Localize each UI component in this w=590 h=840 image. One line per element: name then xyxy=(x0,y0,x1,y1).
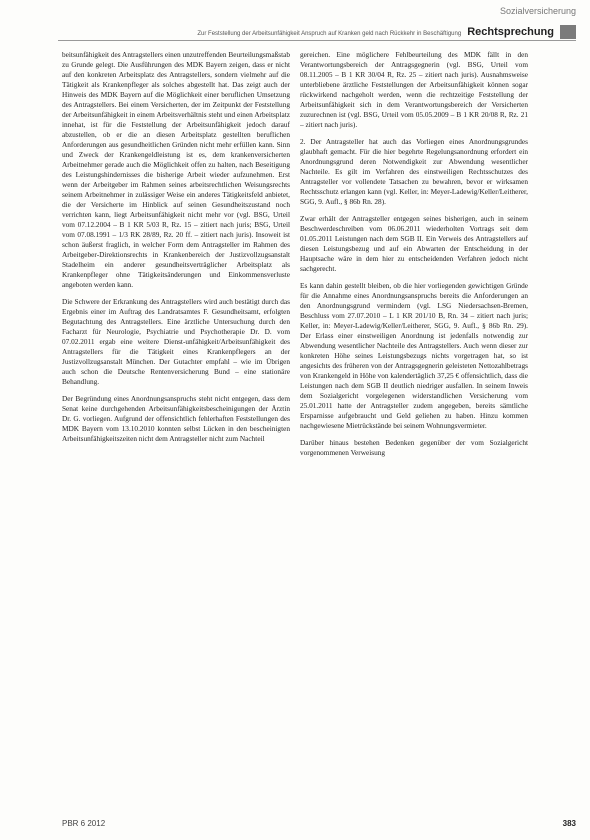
paragraph: 2. Der Antragsteller hat auch das Vorliegen eines Anordnungsgrundes glaubhaft gemacht. Für die hier begehrte Regelungsanordnung erfordert ein Anordnungsgrund deren Notwendigkeit zur Abwendung wesentlicher Nachteile. Es gilt im Verfahren des einstweiligen Rechtsschutzes des Antragsteller vor vollendete Tatsachen zu bewahren, bevor er wirksamen Rechtsschutz erlangen kann (vgl. Keller, in: Meyer-Ladewig/Keller/Leitherer, SGG, 9. Aufl., § 86b Rn. 28). xyxy=(300,137,528,206)
paragraph: Zwar erhält der Antragsteller entgegen seines bisherigen, auch in seinem Beschwerdeschreiben vom 06.06.2011 wiederholten Vortrags seit dem 01.05.2011 Leistungen nach dem SGB II. Ein Verweis des Antragstellers auf diesen Leistungsbezug und auf ein Abwarten der Entscheidung in der Hauptsache wäre in dem hier zu entscheidenden Verfahren jedoch nicht sachgerecht. xyxy=(300,214,528,273)
journal-issue: PBR 6 2012 xyxy=(62,819,106,828)
section-tab-marker xyxy=(560,25,576,39)
paragraph: beitsunfähigkeit des Antragstellers einen unzutreffenden Beurteilungsmaßstab zu Grunde gelegt. Die Ausführungen des MDK Bayern zeigen, dass er nicht auf den konkreten Arbeitsplatz des Antragstellers, sondern vielmehr auf die Tätigkeit als Krankenpfleger als solches abgestellt hat. Das zeigt auch der Hinweis des MDK Bayern auf die Möglichkeit einer beruflichen Umsetzung des Antragstellers. Bei einem Versicherten, der im Zeitpunkt der Feststellung der Arbeitsunfähigkeit in einem Arbeitsverhältnis steht und einen Arbeitsplatz innehat, ist für die Feststellung der Arbeitsunfähigkeit jedoch darauf abzustellen, ob er die an diesen Arbeitsplatz gestellten beruflichen Anforderungen aus gesundheitlichen Gründen nicht mehr erfüllen kann. Sinn und Zweck der Krankengeldleistung ist es, dem krankenversicherten Arbeitnehmer gerade auch die Möglichkeit offen zu halten, nach Beseitigung des Leistungshindernisses die bisherige Arbeit wieder aufzunehmen. Erst wenn der Arbeitgeber im Rahmen seines arbeitsrechtlichen Weisungsrechts seinem Arbeitnehmer in zulässiger Weise ein anderes Tätigkeitsfeld anbietet, die der Versicherte im Hinblick auf seinen Gesundheitszustand noch verrichten kann, liegt Arbeitsunfähigkeit nicht mehr vor (vgl. BSG, Urteil vom 07.12.2004 – B 1 KR 5/03 R, Rz. 15 – zitiert nach juris; BSG, Urteil vom 07.08.1991 – 1/3 RK 28/89, Rz. 20 ff. – zitiert nach juris). Insoweit ist schon äußerst fraglich, in welcher Form dem Antragsteller im Rahmen des Arbeitgeber-Direktionsrechts in Krankenbereich der Justizvollzugsanstalt Stadelheim ein anderer gesundheitsverträglicher Arbeitsplatz als Krankenpfleger ohne Tätigkeitsänderungen und Einkommensverluste angeboten werden kann. xyxy=(62,50,290,289)
page-number: 383 xyxy=(562,819,576,828)
left-column xyxy=(62,50,290,805)
page-footer xyxy=(62,819,576,828)
right-column xyxy=(300,50,528,805)
paragraph: Der Begründung eines Anordnungsanspruchs steht nicht entgegen, dass dem Senat keine durchgehenden Arbeitsunfähigkeitsbescheinigungen der Ärztin Dr. G. vorliegen. Aufgrund der offensichtlich fehlerhaften Feststellungen des MDK Bayern vom 13.10.2010 konnten selbst Lücken in den bescheinigten Arbeitsunfähigkeitszeiten nicht dem Antragsteller nicht zum Nachteil xyxy=(62,394,290,443)
running-header xyxy=(58,22,576,41)
paragraph: Die Schwere der Erkrankung des Antragstellers wird auch bestätigt durch das Ergebnis einer im Auftrag des Landratsamtes F. Gesundheitsamt, erfolgten Begutachtung des Antragstellers. Eine ärztliche Untersuchung durch den Facharzt für Neurologie, Psychiatrie und Psychotherapie Dr. D. vom 07.02.2011 ergab eine weitere Dienst-unfähigkeit/Arbeitsunfähigkeit des Antragstellers für die Tätigkeit eines Krankenpflegers an der Justizvollzugsanstalt München. Der Gutachter empfahl – wie im Übrigen auch schon die Deutsche Rentenversicherung Bund – eine stationäre Behandlung. xyxy=(62,297,290,386)
header-section-title: Rechtsprechung xyxy=(467,26,554,38)
paragraph: gereichen. Eine möglichere Fehlbeurteilung des MDK fällt in den Verantwortungsbereich der Antragsgegnerin (vgl. BSG, Urteil vom 08.11.2005 – B 1 KR 30/04 R, Rz. 25 – zitiert nach juris). Ausnahmsweise unterbliebene ärztliche Feststellungen der Arbeitsunfähigkeit können sogar rückwirkend nachgeholt werden, wenn die rechtzeitige Feststellung der Arbeitsunfähigkeit sich in dem Verantwortungsbereich der Versicherten zuzurechnen ist (vgl. BSG, Urteil vom 05.05.2009 – B 1 KR 20/08 R, Rz. 21 – zitiert nach juris). xyxy=(300,50,528,129)
paragraph: Darüber hinaus bestehen Bedenken gegenüber der vom Sozialgericht vorgenommenen Verweisung xyxy=(300,438,528,457)
header-subtitle: Zur Feststellung der Arbeitsunfähigkeit Anspruch auf Kranken geld nach Rückkehr in Beschäftigung xyxy=(197,31,462,37)
top-section-label: Sozialversicherung xyxy=(499,6,576,16)
paragraph: Es kann dahin gestellt bleiben, ob die hier vorliegenden gewichtigen Gründe für die Annahme eines Anordnungsanspruchs bereits die Anforderungen an den Anordnungsgrund vermindern (vgl. LSG Niedersachsen-Bremen, Beschluss vom 27.07.2010 – L 1 KR 201/10 B, Rn. 34 – zitiert nach juris; Keller, in: Meyer-Ladewig/Keller/Leitherer, SGG, 9. Aufl., § 86b Rn. 29). Der Erlass einer einstweiligen Anordnung ist jedenfalls notwendig zur Abwendung wesentlicher Nachteile des Antragstellers. Auch wenn dieser zur konkreten Höhe seines Leistungsbezugs nichts vorgetragen hat, so ist angesichts des früheren von der Antragsgegnerin geleisteten Nettozahlbetrags von Krankengeld in Höhe von kalendertäglich 37,25 € offensichtlich, dass die Leistungen nach dem SGB II deutlich niedriger ausfallen. In seinem Inweis dem Sozialgericht vorgelegenen widerstandlichen Versicherung vom 25.01.2011 hatte der Antragsteller zudem angegeben, bereits sämtliche Ersparnisse aufgebraucht und Geld geliehen zu haben. Hinzu kommen nachgewiesene Mietrückstände bei seinem Wohnungsvermieter. xyxy=(300,281,528,430)
